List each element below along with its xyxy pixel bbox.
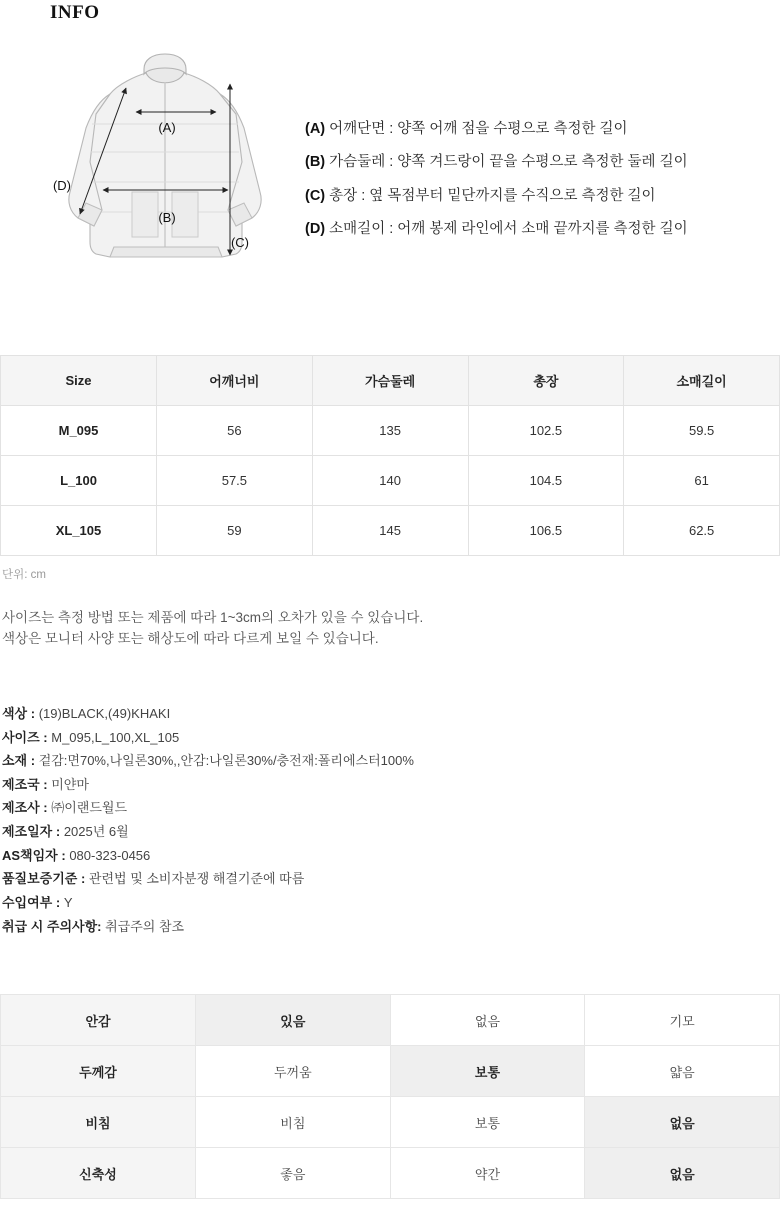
spec-value: 취급주의 참조 xyxy=(105,918,185,934)
attr-label-elasticity: 신축성 xyxy=(1,1148,196,1199)
table-row xyxy=(1,995,780,1046)
legend-item-b xyxy=(305,151,765,173)
attr-label-transparency: 비침 xyxy=(1,1097,196,1148)
spec-row-manufacturer xyxy=(0,796,780,820)
attr-option: 없음 xyxy=(390,995,585,1046)
spec-row-imported xyxy=(0,891,780,915)
spec-value: Y xyxy=(63,895,73,911)
attr-option: 없음 xyxy=(585,1148,780,1199)
attr-option: 없음 xyxy=(585,1097,780,1148)
unit-note: 단위: cm xyxy=(2,569,46,581)
attr-option: 비침 xyxy=(196,1097,391,1148)
spec-label: 제조사 : xyxy=(2,800,48,816)
legend-text-d: 소매길이 : 어깨 봉제 라인에서 소매 끝까지를 측정한 길이 xyxy=(329,221,688,238)
spec-label: 품질보증기준 : xyxy=(2,871,86,887)
label-b: (B) xyxy=(158,210,176,225)
size-cell: L_100 xyxy=(1,456,157,506)
legend-text-a: 어깨단면 : 양쪽 어깨 점을 수평으로 측정한 길이 xyxy=(329,121,628,137)
size-cell: 106.5 xyxy=(468,506,624,556)
spec-label: 수입여부 : xyxy=(2,895,61,911)
size-header-sleeve: 소매길이 xyxy=(624,356,780,406)
spec-row-origin xyxy=(0,773,780,797)
size-cell: 135 xyxy=(312,406,468,456)
attr-option: 좋음 xyxy=(196,1148,391,1199)
legend-key-d: (D) xyxy=(305,221,326,238)
spec-label: 사이즈 : xyxy=(2,729,48,745)
size-cell: 59.5 xyxy=(624,406,780,456)
size-cell: 104.5 xyxy=(468,456,624,506)
measurement-diagram-block xyxy=(0,38,780,303)
size-header-length: 총장 xyxy=(468,356,624,406)
spec-label: 취급 시 주의사항: xyxy=(2,918,102,934)
spec-value: 2025년 6월 xyxy=(63,824,129,840)
size-cell: M_095 xyxy=(1,406,157,456)
legend-item-d xyxy=(305,218,765,240)
table-row xyxy=(1,1097,780,1148)
size-cell: XL_105 xyxy=(1,506,157,556)
legend-item-c xyxy=(305,185,765,207)
page-title: INFO xyxy=(50,2,100,23)
spec-value: 080-323-0456 xyxy=(69,847,151,863)
size-cell: 140 xyxy=(312,456,468,506)
attr-option: 보통 xyxy=(390,1046,585,1097)
legend-key-a: (A) xyxy=(305,121,326,137)
spec-label: 제조국 : xyxy=(2,776,48,792)
spec-label: 소재 : xyxy=(2,753,36,769)
disclaimer-line-2: 색상은 모니터 사양 또는 해상도에 따라 다르게 보일 수 있습니다. xyxy=(2,630,379,646)
spec-row-care xyxy=(0,915,780,939)
legend-text-c: 총장 : 옆 목점부터 밑단까지를 수직으로 측정한 길이 xyxy=(329,187,656,204)
legend-key-c: (C) xyxy=(305,187,326,204)
size-cell: 145 xyxy=(312,506,468,556)
attr-option: 기모 xyxy=(585,995,780,1046)
bottom-spacer xyxy=(0,1199,780,1213)
table-row xyxy=(1,1046,780,1097)
size-cell: 56 xyxy=(157,406,313,456)
label-a: (A) xyxy=(158,120,176,135)
jacket-diagram-svg xyxy=(40,42,290,298)
attr-option: 두꺼움 xyxy=(196,1046,391,1097)
legend-key-b: (B) xyxy=(305,154,326,171)
size-chart-table xyxy=(0,355,780,556)
size-cell: 57.5 xyxy=(157,456,313,506)
attr-option: 있음 xyxy=(196,995,391,1046)
spec-value: (19)BLACK,(49)KHAKI xyxy=(38,705,171,721)
legend-item-a xyxy=(305,118,765,140)
spec-value: 미얀마 xyxy=(51,776,89,792)
spec-value: 관련법 및 소비자분쟁 해결기준에 따름 xyxy=(88,871,305,887)
size-cell: 59 xyxy=(157,506,313,556)
attr-option: 약간 xyxy=(390,1148,585,1199)
size-header-shoulder: 어깨너비 xyxy=(157,356,313,406)
jacket-illustration xyxy=(40,42,290,298)
table-row xyxy=(1,1148,780,1199)
attr-option: 얇음 xyxy=(585,1046,780,1097)
size-table-header-row xyxy=(1,356,780,406)
spec-row-warranty xyxy=(0,867,780,891)
spec-label: 제조일자 : xyxy=(2,824,61,840)
size-header-chest: 가슴둘레 xyxy=(312,356,468,406)
table-row xyxy=(1,406,780,456)
size-cell: 62.5 xyxy=(624,506,780,556)
spec-value: 겉감:면70%,나일론30%,,안감:나일론30%/충전재:폴리에스터100% xyxy=(38,753,414,769)
attr-label-lining: 안감 xyxy=(1,995,196,1046)
label-d: (D) xyxy=(52,178,72,193)
label-c: (C) xyxy=(230,235,250,250)
disclaimer-line-1: 사이즈는 측정 방법 또는 제품에 따라 1~3cm의 오차가 있을 수 있습니다. xyxy=(2,610,424,625)
table-row xyxy=(1,456,780,506)
spec-row-manufacture-date xyxy=(0,820,780,844)
size-cell: 102.5 xyxy=(468,406,624,456)
spec-row-as-contact xyxy=(0,844,780,868)
spec-label: AS책임자 : xyxy=(2,847,66,863)
attr-label-thickness: 두께감 xyxy=(1,1046,196,1097)
size-header-size: Size xyxy=(1,356,157,406)
spec-row-color xyxy=(0,702,780,726)
spec-label: 색상 : xyxy=(2,705,36,721)
measurement-legend xyxy=(305,118,765,252)
size-disclaimer xyxy=(0,582,780,650)
spec-row-size xyxy=(0,726,780,750)
spec-row-material xyxy=(0,749,780,773)
spec-value: M_095,L_100,XL_105 xyxy=(51,729,180,745)
product-spec-list xyxy=(0,650,780,939)
legend-text-b: 가슴둘레 : 양쪽 겨드랑이 끝을 수평으로 측정한 둘레 길이 xyxy=(329,154,688,171)
table-row xyxy=(1,506,780,556)
attribute-table xyxy=(0,994,780,1199)
spec-value: ㈜이랜드월드 xyxy=(51,800,128,816)
attr-option: 보통 xyxy=(390,1097,585,1148)
size-cell: 61 xyxy=(624,456,780,506)
